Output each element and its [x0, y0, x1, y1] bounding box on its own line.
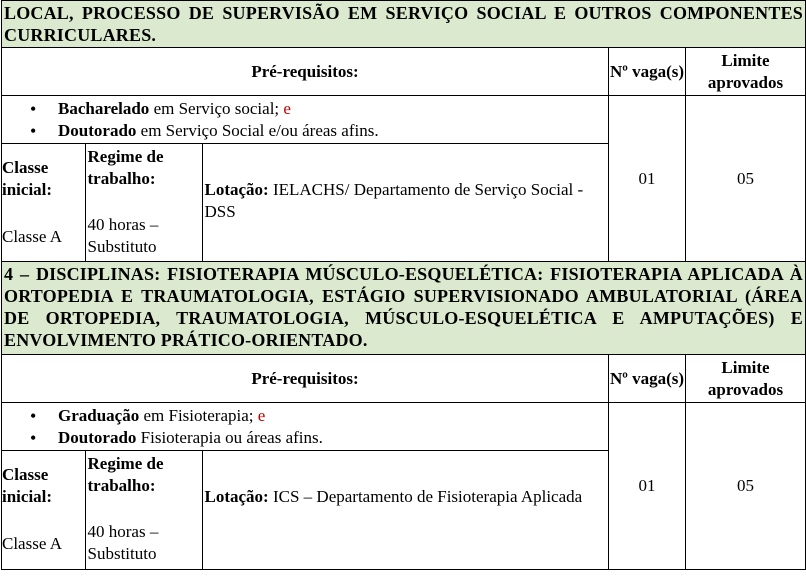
- section2-classe-cell: [2, 451, 85, 569]
- section2-heading: 4 – DISCIPLINAS: FISIOTERAPIA MÚSCULO-ESQUELÉTICA: FISIOTERAPIA APLICADA À ORTOPEDIA E TRAUMATOLOGIA, ESTÁGIO SUPERVISIONADO AMBULATORIAL (ÁREA DE ORTOPEDIA, TRAUMATOLOGIA, MÚSCULO-ESQUELÉTICA E AMPUTAÇÕES) E ENVOLVIMENTO PRÁTICO-ORIENTADO.: [2, 262, 806, 355]
- section2-req1: • Graduação em Fisioterapia; e: [58, 405, 608, 427]
- section2-regime-label: Regime de trabalho:: [87, 454, 164, 495]
- section1-classe-cell: [2, 144, 85, 261]
- section1-prereq-header: Pré-requisitos:: [2, 48, 609, 96]
- section2-vagas-value: 01: [609, 403, 686, 570]
- section1-limite-value: 05: [686, 96, 806, 262]
- section1-req2: • Doutorado em Serviço Social e/ou áreas afins.: [58, 120, 608, 142]
- section2-vagas-header: Nº vaga(s): [609, 355, 686, 403]
- section1-heading: LOCAL, PROCESSO DE SUPERVISÃO EM SERVIÇO SOCIAL E OUTROS COMPONENTES CURRICULARES.: [2, 1, 806, 48]
- section2-lotacao-cell: Lotação: ICS – Departamento de Fisioterapia Aplicada: [204, 487, 583, 506]
- section1-classe-label: Classe inicial:: [2, 158, 53, 199]
- section1-req1: • Bacharelado em Serviço social; e: [58, 98, 608, 120]
- section2-classe-label: Classe inicial:: [2, 465, 53, 506]
- section2-requirements: [2, 403, 609, 451]
- section2-req2: • Doutorado Fisioterapia ou áreas afins.: [58, 427, 608, 449]
- section2-limite-value: 05: [686, 403, 806, 570]
- section2-regime-cell: [85, 451, 202, 569]
- section2-classe-value: Classe A: [2, 534, 62, 553]
- vacancy-table: [1, 0, 806, 570]
- section1-regime-value: 40 horas – Substituto: [87, 215, 159, 256]
- section1-regime-label: Regime de trabalho:: [87, 147, 164, 188]
- section2-limite-header: Limite aprovados: [686, 355, 806, 403]
- section1-limite-header: Limite aprovados: [686, 48, 806, 96]
- section1-regime-cell: [85, 144, 202, 261]
- section1-requirements: [2, 96, 609, 144]
- section2-regime-value: 40 horas – Substituto: [87, 522, 159, 563]
- section1-classe-value: Classe A: [2, 227, 62, 246]
- section1-vagas-value: 01: [609, 96, 686, 262]
- section2-prereq-header: Pré-requisitos:: [2, 355, 609, 403]
- section1-vagas-header: Nº vaga(s): [609, 48, 686, 96]
- section1-lotacao-cell: Lotação: IELACHS/ Departamento de Serviço Social - DSS: [204, 180, 584, 221]
